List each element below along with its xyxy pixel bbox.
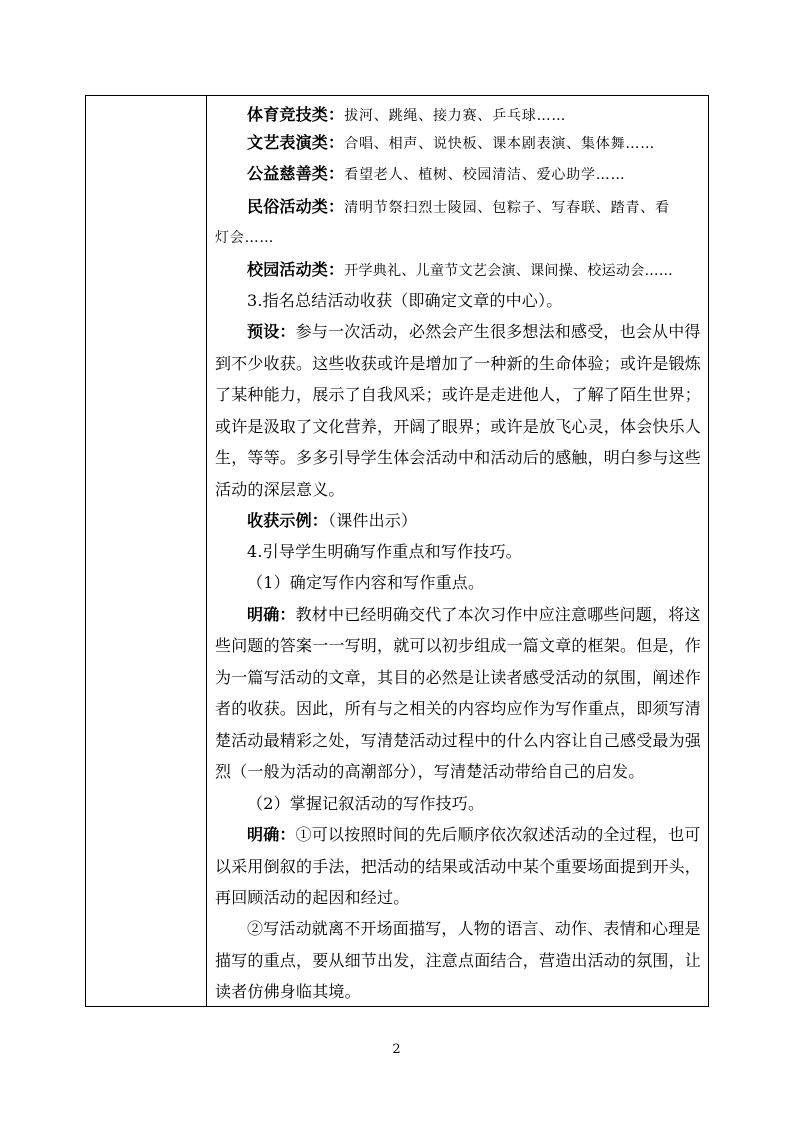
category-arts: 文艺表演类：合唱、相声、说快板、课本剧表演、集体舞…… (247, 133, 656, 152)
preset-line: 或许是汲取了文化营养，开阔了眼界；或许是放飞心灵，体会快乐人 (215, 417, 702, 436)
category-folk: 民俗活动类：清明节祭扫烈士陵园、包粽子、写春联、踏青、看 (247, 197, 670, 216)
clarify-1-line: 为一篇写活动的文章，其目的必然是让读者感受活动的氛围，阐述作 (215, 668, 702, 687)
sub-1: （1）确定写作内容和写作重点。 (247, 573, 485, 592)
category-folk-cont: 灯会…… (215, 230, 275, 246)
page-number: 2 (392, 1042, 401, 1057)
point-2-line: ②写活动就离不开场面描写，人物的语言、动作、表情和心理是 (247, 919, 701, 938)
clarify-2-line: 以采用倒叙的手法，把活动的结果或活动中某个重要场面提到开头， (215, 857, 702, 876)
point-2-line: 读者仿佛身临其境。 (215, 982, 361, 1001)
category-sports: 体育竞技类：拔河、跳绳、接力赛、乒乓球…… (247, 105, 567, 124)
clarify-2-line: 再回顾活动的起因和经过。 (215, 888, 410, 907)
clarify-1-line: 者的收获。因此，所有与之相关的内容均应作为写作重点，即须写清 (215, 699, 702, 718)
step-3: 3.指名总结活动收获（即确定文章的中心）。 (247, 291, 563, 310)
table-left-column (86, 96, 207, 1006)
clarify-1-paragraph: 明确：教材中已经明确交代了本次习作中应注意哪些问题，将这 (247, 605, 701, 624)
clarify-1-line: 些问题的答案一一写明，就可以初步组成一篇文章的框架。但是，作 (215, 636, 702, 655)
point-2-line: 描写的重点，要从细节出发，注意点面结合，营造出活动的氛围，让 (215, 951, 702, 970)
preset-line: 生，等等。多多引导学生体会活动中和活动后的感触，明白参与这些 (215, 448, 702, 467)
step-4: 4.引导学生明确写作重点和写作技巧。 (247, 542, 522, 561)
clarify-1-line: 楚活动最精彩之处，写清楚活动过程中的什么内容让自己感受最为强 (215, 731, 702, 750)
table-content-cell (207, 96, 708, 1006)
clarify-2-paragraph: 明确：①可以按照时间的先后顺序依次叙述活动的全过程，也可 (247, 825, 701, 844)
example-heading: 收获示例：（课件出示） (247, 511, 418, 530)
clarify-1-line: 烈（一般为活动的高潮部分），写清楚活动带给自己的启发。 (215, 762, 645, 781)
lesson-table (85, 95, 709, 1007)
preset-line: 到不少收获。这些收获或许是增加了一种新的生命体验；或许是锻炼 (215, 354, 702, 373)
category-campus: 校园活动类：开学典礼、儿童节文艺会演、课间操、校运动会…… (247, 260, 674, 279)
preset-line: 活动的深层意义。 (215, 480, 345, 499)
preset-line: 了某种能力，展示了自我风采；或许是走进他人，了解了陌生世界； (215, 385, 702, 404)
sub-2: （2）掌握记叙活动的写作技巧。 (247, 794, 485, 813)
category-charity: 公益慈善类：看望老人、植树、校园清洁、爱心助学…… (247, 164, 626, 183)
preset-paragraph: 预设：参与一次活动，必然会产生很多想法和感受，也会从中得 (247, 322, 701, 341)
